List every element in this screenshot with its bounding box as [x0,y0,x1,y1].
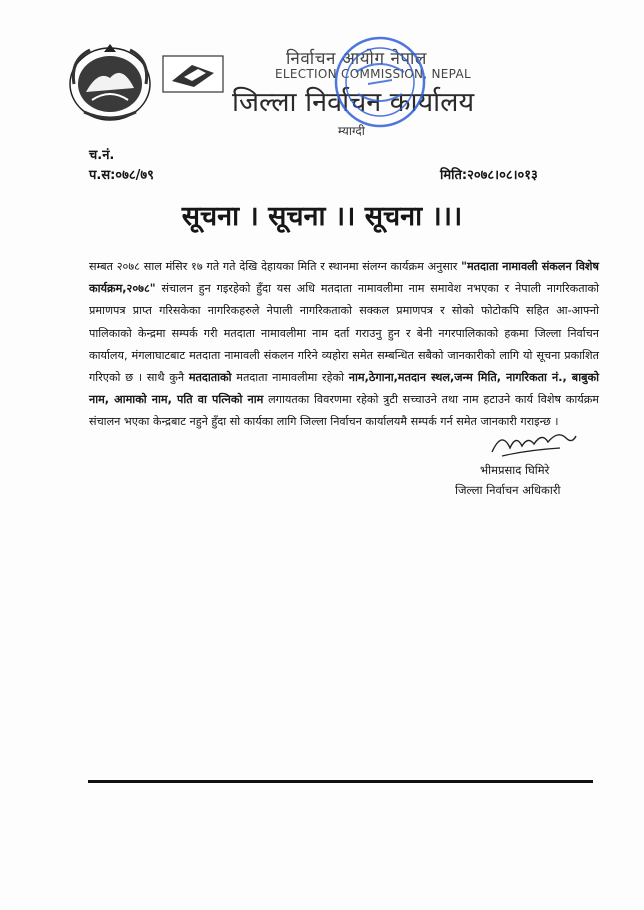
reference-date: मिति:२०७८।०८।०१३ [440,168,538,183]
office-name: जिल्ला निर्वाचन कार्यालय [232,87,475,118]
notice-heading: सूचना । सूचना ।। सूचना ।।। [181,201,463,232]
body-text-1: सम्बत २०७८ साल मंसिर १७ गते गते देखि देहायका मिति र स्थानमा संलग्न कार्यक्रम अनुसार [89,260,458,273]
reference-cn: च.नं. [89,148,115,163]
office-stamp-icon [330,32,430,132]
ballot-vote-icon [162,55,224,93]
body-text-2: संचालन हुन गइरहेको हुँदा यस अधि मतदाता नामावलीमा नाम समावेश नभएका र नेपाली नागरिकताको प्रमाणपत्र प्राप्त गरिसकेका नागरिकहरुले नेपाली नागरिकताको सक्कल प्रमाणपत्र र सोको फोटोकपि सहित आ-आफ्नो पालिकाको केन्द्रमा सम्पर्क गरी मतदाता नामावलीमा नाम दर्ता गराउनु हुन र बेनी नगरपालिकाको हकमा जिल्ला निर्वाचन कार्यालय, मंगलाघाटबाट मतदाता नामावली संकलन गरिने व्यहोरा समेत सम्बन्धित सबैको जानकारीको लागि यो सूचना प्रकाशित गरिएको छ । साथै कुनै [89,282,599,385]
signatory-title: जिल्ला निर्वाचन अधिकारी [455,483,561,497]
signatory-name: भीमप्रसाद घिमिरे [480,463,550,477]
body-bold-1: "मतदाता नामावली संकलन विशेष कार्यक्रम,२०७८" [89,260,599,296]
body-bold-2: मतदाताको [188,371,232,385]
handwritten-signature-icon [488,426,578,460]
reference-ps: प.स:०७८/७९ [89,168,154,183]
org-name-nepali: निर्वाचन आयोग नेपाल [286,49,427,69]
body-text-4: लगायतका विवरणमा रहेको त्रुटी सच्चाउने तथा नाम हटाउने कार्य विशेष कार्यक्रम संचालन भएका केन्द्रबाट नहुने हुँदा सो कार्यका लागि जिल्ला निर्वाचन कार्यालयमै सम्पर्क गर्न समेत जानकारी गराइन्छ । [89,393,599,429]
org-name-english: ELECTION COMMISSION, NEPAL [275,67,471,81]
body-bold-3: नाम,ठेगाना,मतदान स्थल,जन्म मिति, नागरिकता नं., बाबुको नाम, आमाको नाम, पति वा पत्निको नाम [89,371,599,407]
bottom-divider [88,780,593,783]
nepal-emblem-icon [66,40,154,122]
body-text-3: मतदाता नामावलीमा रहेको [236,371,345,385]
notice-body [89,256,599,434]
district-name: म्याग्दी [338,124,365,138]
